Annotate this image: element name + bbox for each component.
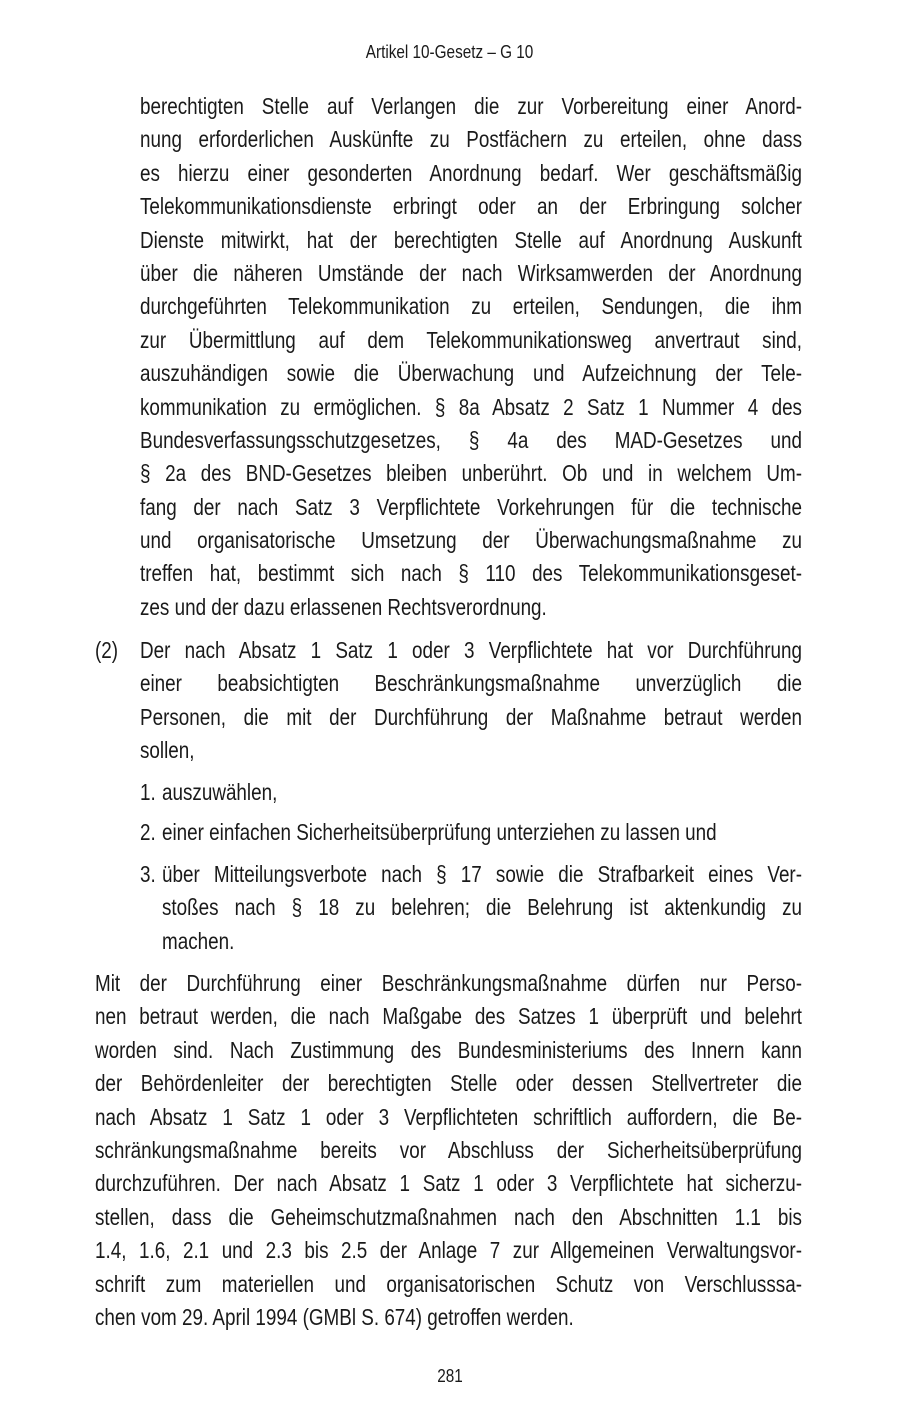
running-header [0, 42, 900, 63]
text-line: über die näheren Umstände der nach Wirksamwerden der Anordnung [140, 259, 802, 286]
text-line: nung erforderlichen Auskünfte zu Postfächern zu erteilen, ohne dass [140, 126, 802, 153]
text-line: auszuwählen, [162, 779, 278, 805]
paragraph-2 [140, 634, 802, 768]
list-item-number: 2. [140, 819, 156, 845]
text-line: durchgeführten Telekommunikation zu erteilen, Sendungen, die ihm [140, 293, 802, 320]
paragraph-closing [95, 967, 802, 1334]
text-line: kommunikation zu ermöglichen. § 8a Absatz 2 Satz 1 Nummer 4 des [140, 393, 802, 420]
text-line: über Mitteilungsverbote nach § 17 sowie die Strafbarkeit eines Ver- [162, 861, 802, 887]
list-item-number: 1. [140, 779, 156, 805]
text-line: fang der nach Satz 3 Verpflichtete Vorkehrungen für die technische [140, 493, 802, 520]
text-line: § 2a des BND-Gesetzes bleiben unberührt. Ob und in welchem Um- [140, 460, 802, 487]
text-line: Personen, die mit der Durchführung der Maßnahme betraut werden [140, 703, 802, 730]
text-line: berechtigten Stelle auf Verlangen die zur Vorbereitung einer Anord- [140, 93, 802, 119]
text-line: auszuhändigen sowie die Überwachung und Aufzeichnung der Tele- [140, 360, 802, 387]
paragraph-continued [140, 90, 802, 624]
text-line: stellen, dass die Geheimschutzmaßnahmen nach den Abschnitten 1.1 bis [95, 1203, 802, 1230]
text-line: worden sind. Nach Zustimmung des Bundesministeriums des Innern kann [95, 1036, 802, 1063]
text-line: chen vom 29. April 1994 (GMBl S. 674) getroffen werden. [95, 1303, 574, 1330]
text-line: stoßes nach § 18 zu belehren; die Belehrung ist aktenkundig zu [162, 894, 802, 921]
text-line: schrift zum materiellen und organisatorischen Schutz von Verschlusssa- [95, 1270, 802, 1297]
text-line: einer beabsichtigten Beschränkungsmaßnahme unverzüglich die [140, 670, 802, 697]
list-item [162, 776, 802, 809]
text-line: sollen, [140, 737, 195, 764]
list-item [162, 858, 802, 958]
text-line: Dienste mitwirkt, hat der berechtigten Stelle auf Anordnung Auskunft [140, 226, 802, 253]
text-line: es hierzu einer gesonderten Anordnung bedarf. Wer geschäftsmäßig [140, 159, 802, 186]
text-line: zes und der dazu erlassenen Rechtsverordnung. [140, 593, 547, 620]
text-line: einer einfachen Sicherheitsüberprüfung unterziehen zu lassen und [162, 819, 717, 845]
list-item [162, 816, 802, 849]
text-line: durchzuführen. Der nach Absatz 1 Satz 1 oder 3 Verpflichtete hat sicherzu- [95, 1170, 802, 1197]
page-number-text: 281 [437, 1366, 463, 1386]
text-line: Telekommunikationsdienste erbringt oder an der Erbringung solcher [140, 193, 802, 220]
list-item-number: 3. [140, 861, 156, 887]
paragraph-number: (2) [95, 637, 119, 663]
text-line: schränkungsmaßnahme bereits vor Abschluss der Sicherheitsüberprüfung [95, 1136, 802, 1163]
running-header-text: Artikel 10-Gesetz – G 10 [366, 42, 534, 62]
text-line: der Behördenleiter der berechtigten Stelle oder dessen Stellvertreter die [95, 1070, 802, 1097]
text-line: nen betraut werden, die nach Maßgabe des Satzes 1 überprüft und belehrt [95, 1003, 802, 1030]
text-line: machen. [162, 927, 235, 954]
text-line: nach Absatz 1 Satz 1 oder 3 Verpflichteten schriftlich auffordern, die Be- [95, 1103, 802, 1130]
text-line: treffen hat, bestimmt sich nach § 110 des Telekommunikationsgeset- [140, 560, 802, 587]
page-number [0, 1366, 900, 1387]
text-line: Der nach Absatz 1 Satz 1 oder 3 Verpflichtete hat vor Durchführung [140, 637, 802, 663]
text-line: Bundesverfassungsschutzgesetzes, § 4a des MAD-Gesetzes und [140, 426, 802, 453]
text-line: Mit der Durchführung einer Beschränkungsmaßnahme dürfen nur Perso- [95, 970, 802, 996]
text-line: zur Übermittlung auf dem Telekommunikationsweg anvertraut sind, [140, 326, 802, 353]
text-line: und organisatorische Umsetzung der Überwachungsmaßnahme zu [140, 527, 802, 554]
text-line: 1.4, 1.6, 2.1 und 2.3 bis 2.5 der Anlage 7 zur Allgemeinen Verwaltungsvor- [95, 1237, 802, 1264]
